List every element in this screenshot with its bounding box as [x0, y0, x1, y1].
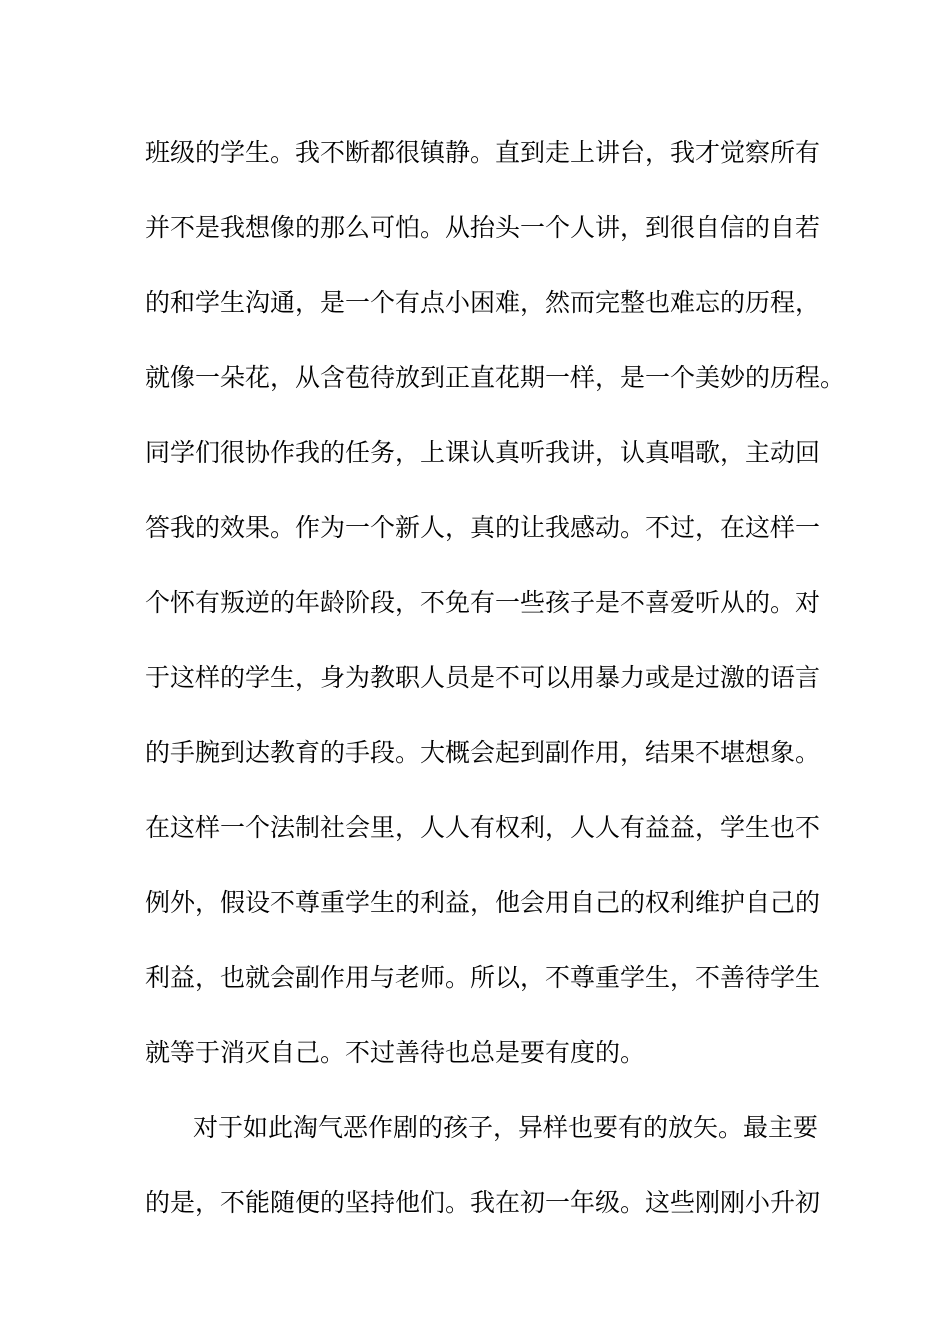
text-line: 的是，不能随便的坚持他们。我在初一年级。这些刚刚小升初 — [145, 1188, 821, 1217]
text-line: 的和学生沟通，是一个有点小困难，然而完整也难忘的历程， — [145, 288, 821, 317]
text-line: 的手腕到达教育的手段。大概会起到副作用，结果不堪想象。 — [145, 738, 821, 767]
text-line: 就像一朵花，从含苞待放到正直花期一样，是一个美妙的历程。 — [145, 363, 846, 392]
text-line: 个怀有叛逆的年龄阶段，不免有一些孩子是不喜爱听从的。对 — [145, 588, 821, 617]
text-line: 例外，假设不尊重学生的利益，他会用自己的权利维护自己的 — [145, 888, 821, 917]
text-line: 于这样的学生，身为教职人员是不可以用暴力或是过激的语言 — [145, 663, 821, 692]
body-text — [145, 130, 845, 1255]
text-line: 同学们很协作我的任务，上课认真听我讲，认真唱歌，主动回 — [145, 438, 821, 467]
text-line: 就等于消灭自己。不过善待也总是要有度的。 — [145, 1038, 646, 1067]
text-line: 在这样一个法制社会里，人人有权利，人人有益益，学生也不 — [145, 813, 821, 842]
paragraph-start-line: 对于如此淘气恶作剧的孩子，异样也要有的放矢。最主要 — [193, 1113, 819, 1142]
text-line: 并不是我想像的那么可怕。从抬头一个人讲，到很自信的自若 — [145, 213, 821, 242]
text-line: 班级的学生。我不断都很镇静。直到走上讲台，我才觉察所有 — [145, 138, 821, 167]
text-line: 利益，也就会副作用与老师。所以，不尊重学生，不善待学生 — [145, 963, 821, 992]
text-line: 答我的效果。作为一个新人，真的让我感动。不过，在这样一 — [145, 513, 821, 542]
